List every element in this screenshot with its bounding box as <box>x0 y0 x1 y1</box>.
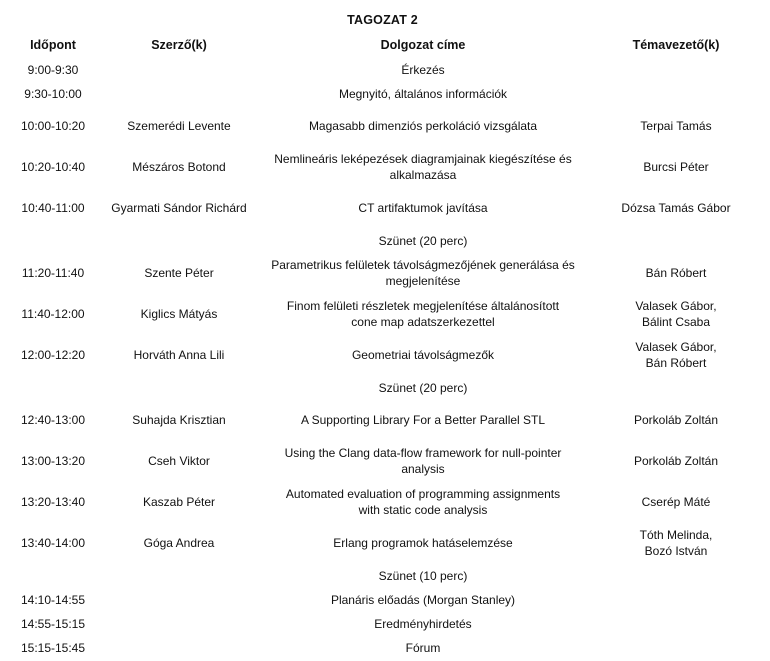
row-supervisor-line: Bozó István <box>644 544 708 558</box>
row-author: Kaszab Péter <box>142 495 216 509</box>
row-supervisor-line: Valasek Gábor, <box>635 340 717 354</box>
row-title-line: A Supporting Library For a Better Parallel STL <box>300 413 546 427</box>
row-time: 14:55-15:15 <box>20 617 86 631</box>
row-title-line: cone map adatszerkezettel <box>351 315 495 329</box>
row-supervisor <box>590 298 762 330</box>
header-time: Időpont <box>30 38 76 52</box>
row-title <box>262 298 584 330</box>
row-supervisor <box>590 494 762 510</box>
row-title-line: analysis <box>401 462 445 476</box>
row-supervisor <box>590 159 762 175</box>
row-time: 11:40-12:00 <box>21 307 85 321</box>
row-author: Cseh Viktor <box>148 454 210 468</box>
row-event: Fórum <box>405 641 441 655</box>
row-time: 15:15-15:45 <box>20 641 86 655</box>
row-title-line: Parametrikus felületek távolságmezőjének generálása és <box>271 258 575 272</box>
row-supervisor <box>590 527 762 559</box>
row-supervisor-line: Valasek Gábor, <box>635 299 717 313</box>
row-event: Planáris előadás (Morgan Stanley) <box>330 593 516 607</box>
row-author: Gyarmati Sándor Richárd <box>111 201 247 215</box>
row-supervisor-line: Dózsa Tamás Gábor <box>621 201 731 215</box>
row-supervisor-line: Burcsi Péter <box>643 160 709 174</box>
row-supervisor <box>590 339 762 371</box>
row-title <box>262 486 584 518</box>
row-time: 9:00-9:30 <box>27 63 79 77</box>
row-title <box>262 347 584 363</box>
row-supervisor <box>590 200 762 216</box>
row-title-line: Nemlineáris leképezések diagramjainak kiegészítése és <box>274 152 572 166</box>
row-time: 11:20-11:40 <box>21 266 85 280</box>
row-time: 10:40-11:00 <box>21 201 85 215</box>
section-title: TAGOZAT 2 <box>347 13 418 27</box>
row-supervisor <box>590 118 762 134</box>
row-time: 9:30-10:00 <box>24 87 82 101</box>
row-title-line: Erlang programok hatáselemzése <box>333 536 513 550</box>
row-title <box>262 445 584 477</box>
row-title <box>262 257 584 289</box>
row-time: 10:20-10:40 <box>20 160 86 174</box>
row-time: 13:00-13:20 <box>20 454 86 468</box>
row-title-line: Automated evaluation of programming assignments <box>285 487 561 501</box>
row-event: Eredményhirdetés <box>374 617 472 631</box>
row-author: Horváth Anna Lili <box>133 348 225 362</box>
row-time: 13:40-14:00 <box>20 536 86 550</box>
row-author: Góga Andrea <box>143 536 215 550</box>
break-row: Szünet (20 perc) <box>378 234 468 248</box>
row-title <box>262 412 584 428</box>
row-title-line: CT artifaktumok javítása <box>358 201 488 215</box>
row-supervisor-line: Bán Róbert <box>645 356 707 370</box>
row-title <box>262 151 584 183</box>
break-row: Szünet (10 perc) <box>378 569 468 583</box>
row-supervisor <box>590 265 762 281</box>
row-supervisor-line: Porkoláb Zoltán <box>633 413 719 427</box>
row-author: Szemerédi Levente <box>127 119 231 133</box>
break-row: Szünet (20 perc) <box>378 381 468 395</box>
row-supervisor-line: Bálint Csaba <box>641 315 711 329</box>
row-time: 12:00-12:20 <box>20 348 86 362</box>
row-time: 10:00-10:20 <box>20 119 86 133</box>
row-supervisor-line: Porkoláb Zoltán <box>633 454 719 468</box>
row-title-line: Magasabb dimenziós perkoláció vizsgálata <box>308 119 538 133</box>
row-time: 12:40-13:00 <box>20 413 86 427</box>
row-author: Mészáros Botond <box>132 160 226 174</box>
row-supervisor-line: Terpai Tamás <box>640 119 712 133</box>
row-title <box>262 118 584 134</box>
row-supervisor <box>590 453 762 469</box>
header-author: Szerző(k) <box>151 38 207 52</box>
row-time: 13:20-13:40 <box>20 495 86 509</box>
row-title <box>262 535 584 551</box>
row-supervisor-line: Cserép Máté <box>641 495 711 509</box>
row-supervisor-line: Tóth Melinda, <box>639 528 713 542</box>
row-author: Szente Péter <box>144 266 214 280</box>
row-title-line: Finom felületi részletek megjelenítése általánosított <box>286 299 560 313</box>
row-title-line: Geometriai távolságmezők <box>351 348 495 362</box>
row-author: Suhajda Krisztian <box>132 413 226 427</box>
header-title: Dolgozat címe <box>380 38 466 52</box>
row-title-line: Using the Clang data-flow framework for null-pointer <box>284 446 562 460</box>
row-event: Érkezés <box>401 63 445 77</box>
header-supervisor: Témavezető(k) <box>632 38 720 52</box>
row-author: Kiglics Mátyás <box>140 307 218 321</box>
row-title-line: with static code analysis <box>358 503 488 517</box>
row-title-line: alkalmazása <box>389 168 457 182</box>
row-supervisor <box>590 412 762 428</box>
row-event: Megnyitó, általános információk <box>338 87 508 101</box>
row-title-line: megjelenítése <box>385 274 461 288</box>
row-time: 14:10-14:55 <box>20 593 86 607</box>
row-supervisor-line: Bán Róbert <box>645 266 707 280</box>
row-title <box>262 200 584 216</box>
